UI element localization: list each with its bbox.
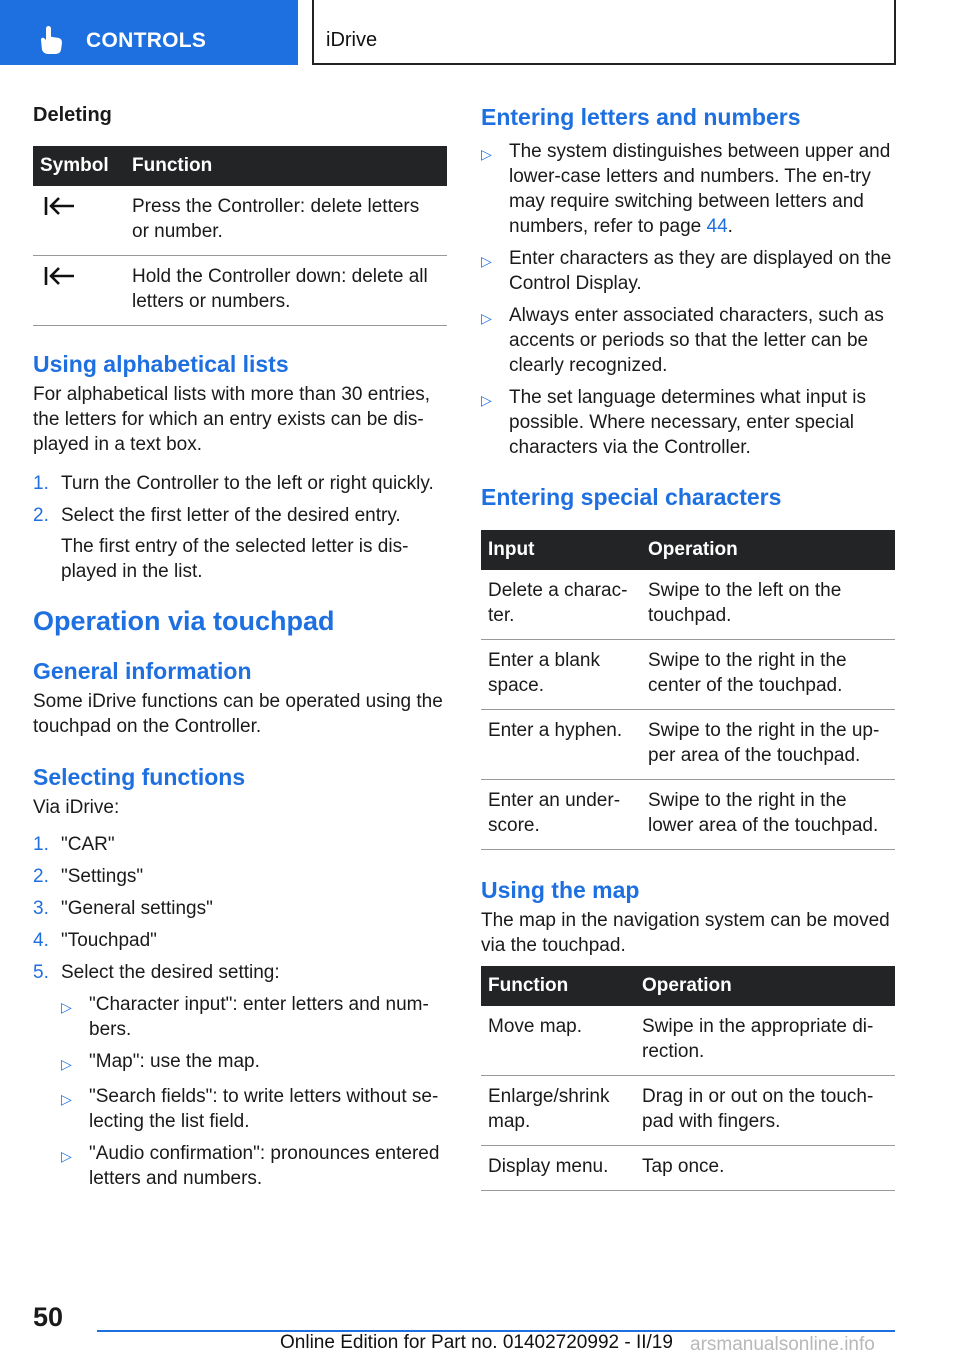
table-cell: Tap once. <box>635 1146 895 1191</box>
table-row <box>481 710 895 780</box>
bullet-text: "Audio confirmation": pronounces entered letters and numbers. <box>89 1143 440 1189</box>
table-cell: Move map. <box>481 1006 635 1076</box>
list-item <box>33 471 447 496</box>
step-text: Select the first letter of the desired entry. <box>61 505 401 526</box>
table-cell: Swipe in the appropriate di-rection. <box>635 1006 895 1076</box>
triangle-bullet-icon: ▷ <box>481 310 492 326</box>
step-text: "General settings" <box>61 898 213 919</box>
delete-table <box>33 146 447 326</box>
list-item <box>33 832 447 857</box>
left-column <box>33 100 447 1198</box>
list-item <box>61 1141 447 1191</box>
table-cell: Hold the Controller down: delete all letters or numbers. <box>125 256 447 326</box>
settings-list <box>61 992 447 1191</box>
table-cell: Press the Controller: delete letters or number. <box>125 186 447 256</box>
list-item <box>481 139 895 239</box>
step-number: 2. <box>33 866 49 887</box>
special-heading: Entering special characters <box>481 484 782 510</box>
section-title: CONTROLS <box>86 29 207 52</box>
triangle-bullet-icon: ▷ <box>61 1148 72 1164</box>
table-header: Operation <box>641 530 895 570</box>
bullet-text: "Character input": enter letters and num-bers. <box>89 994 429 1040</box>
alpha-after: The first entry of the selected letter is dis-played in the list. <box>61 536 409 582</box>
step-number: 3. <box>33 898 49 919</box>
map-text: The map in the navigation system can be moved via the touchpad. <box>481 910 890 956</box>
step-text: Turn the Controller to the left or right quickly. <box>61 473 434 494</box>
table-cell <box>33 256 125 326</box>
entering-list <box>481 139 895 460</box>
step-text: "Settings" <box>61 866 144 887</box>
bullet-text: Enter characters as they are displayed on the Control Display. <box>509 248 892 294</box>
table-cell: Delete a charac-ter. <box>481 570 641 640</box>
alpha-steps <box>33 471 447 528</box>
section-tab <box>0 0 298 65</box>
general-heading: General information <box>33 658 252 684</box>
table-row <box>481 1006 895 1076</box>
selecting-heading: Selecting functions <box>33 764 246 790</box>
edition-text: Online Edition for Part no. 01402720992 - II/19 <box>280 1332 673 1353</box>
table-cell: Drag in or out on the touch-pad with fingers. <box>635 1076 895 1146</box>
list-item <box>33 503 447 528</box>
list-item <box>481 303 895 378</box>
bullet-text: "Search fields": to write letters without se-lecting the list field. <box>89 1086 439 1132</box>
table-cell: Swipe to the right in the lower area of the touchpad. <box>641 780 895 850</box>
table-cell: Swipe to the right in the up-per area of the touchpad. <box>641 710 895 780</box>
list-item <box>33 928 447 953</box>
triangle-bullet-icon: ▷ <box>481 253 492 269</box>
bullet-text: The set language determines what input is possible. Where necessary, enter special characters via the Controller. <box>509 387 866 458</box>
table-cell: Swipe to the left on the touchpad. <box>641 570 895 640</box>
table-header: Operation <box>635 966 895 1006</box>
delete-arrow-icon <box>40 194 80 218</box>
bullet-text: "Map": use the map. <box>89 1051 260 1072</box>
table-header: Symbol <box>33 146 125 186</box>
step-number: 2. <box>33 505 49 526</box>
table-cell: Enter a blank space. <box>481 640 641 710</box>
page-link[interactable]: 44 <box>706 216 728 237</box>
bullet-text: The system distinguishes between upper and lower-case letters and numbers. The en-try may require switching between letters and numbers, refer to page <box>509 141 891 237</box>
table-header: Function <box>125 146 447 186</box>
table-row <box>33 256 447 326</box>
table-row <box>481 1146 895 1191</box>
list-item <box>481 246 895 296</box>
table-cell: Swipe to the right in the center of the touchpad. <box>641 640 895 710</box>
page-number: 50 <box>33 1302 64 1332</box>
table-row <box>481 1076 895 1146</box>
triangle-bullet-icon: ▷ <box>61 1091 72 1107</box>
bullet-text: . <box>727 216 733 237</box>
via-text: Via iDrive: <box>33 797 120 818</box>
general-text: Some iDrive functions can be operated using the touchpad on the Controller. <box>33 691 443 737</box>
step-number: 1. <box>33 834 49 855</box>
alpha-text: For alphabetical lists with more than 30 entries, the letters for which an entry exists can be dis-played in a text box. <box>33 384 431 455</box>
touchpad-heading: Operation via touchpad <box>33 606 335 636</box>
table-header: Function <box>481 966 635 1006</box>
alpha-heading: Using alphabetical lists <box>33 351 289 377</box>
special-characters-table <box>481 530 895 850</box>
triangle-bullet-icon: ▷ <box>481 146 492 162</box>
step-number: 1. <box>33 473 49 494</box>
triangle-bullet-icon: ▷ <box>481 392 492 408</box>
table-cell: Enter a hyphen. <box>481 710 641 780</box>
steps-list <box>33 832 447 985</box>
triangle-bullet-icon: ▷ <box>61 999 72 1015</box>
list-item <box>61 1049 447 1077</box>
chapter-title: iDrive <box>326 29 378 51</box>
watermark: arsmanualsonline.info <box>690 1334 875 1355</box>
list-item <box>33 896 447 921</box>
step-text: "CAR" <box>61 834 115 855</box>
list-item <box>33 960 447 985</box>
step-number: 4. <box>33 930 49 951</box>
table-row <box>33 186 447 256</box>
list-item <box>33 864 447 889</box>
table-cell <box>33 186 125 256</box>
step-text: "Touchpad" <box>61 930 157 951</box>
entering-heading: Entering letters and numbers <box>481 104 801 130</box>
table-cell: Enter an under-score. <box>481 780 641 850</box>
deleting-heading: Deleting <box>33 104 112 126</box>
hand-pointer-icon <box>38 26 64 54</box>
table-cell: Display menu. <box>481 1146 635 1191</box>
table-row <box>481 570 895 640</box>
triangle-bullet-icon: ▷ <box>61 1056 72 1072</box>
table-header: Input <box>481 530 641 570</box>
map-table <box>481 966 895 1191</box>
step-number: 5. <box>33 962 49 983</box>
list-item <box>61 1084 447 1134</box>
step-text: Select the desired setting: <box>61 962 280 983</box>
table-cell: Enlarge/shrink map. <box>481 1076 635 1146</box>
right-column <box>481 100 895 1191</box>
chapter-box <box>312 0 896 65</box>
map-heading: Using the map <box>481 877 640 903</box>
bullet-text: Always enter associated characters, such as accents or periods so that the letter can be clearly recognized. <box>509 305 884 376</box>
delete-arrow-icon <box>40 264 80 288</box>
table-row <box>481 780 895 850</box>
list-item <box>481 385 895 460</box>
list-item <box>61 992 447 1042</box>
table-row <box>481 640 895 710</box>
